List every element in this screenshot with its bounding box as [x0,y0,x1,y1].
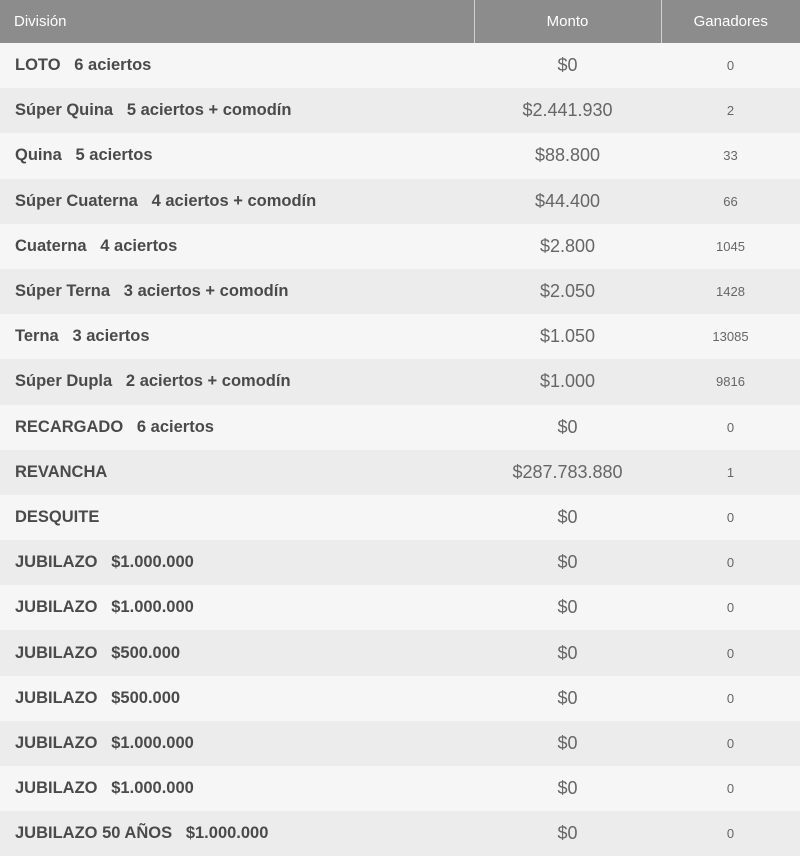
ganadores-cell: 1 [726,464,735,480]
ganadores-cell: 0 [726,645,735,661]
monto-cell: $0 [557,823,578,844]
ganadores-cell: 0 [726,781,735,797]
division-cell: Súper Quina 5 aciertos + comodín [15,101,292,120]
ganadores-cell: 9816 [716,374,745,390]
division-cell: Quina 5 aciertos [15,146,153,165]
monto-cell: $88.800 [534,145,601,166]
monto-cell: $2.800 [539,235,596,256]
ganadores-cell: 13085 [712,329,749,345]
table-row [0,676,800,721]
ganadores-cell: 1428 [716,284,745,300]
table-header [0,0,800,43]
monto-cell: $0 [557,552,578,573]
table-row [0,540,800,585]
monto-cell: $0 [557,687,578,708]
ganadores-cell: 0 [726,58,735,74]
division-cell: JUBILAZO $500.000 [15,688,181,707]
division-cell: Súper Cuaterna 4 aciertos + comodín [15,191,317,210]
table-row [0,269,800,314]
monto-cell: $44.400 [534,190,601,211]
ganadores-cell: 0 [726,826,735,842]
monto-cell: $1.050 [539,326,596,347]
division-cell: Cuaterna 4 aciertos [15,236,178,255]
division-cell: Terna 3 aciertos [15,327,150,346]
division-cell: DESQUITE [15,507,100,526]
monto-cell: $1.000 [539,371,596,392]
ganadores-cell: 0 [726,419,735,435]
ganadores-cell: 0 [726,509,735,525]
ganadores-cell: 66 [723,193,738,209]
header-division: División [0,0,474,43]
table-row [0,450,800,495]
ganadores-cell: 33 [723,148,738,164]
table-row [0,179,800,224]
monto-cell: $0 [557,416,578,437]
monto-cell: $0 [557,597,578,618]
division-cell: JUBILAZO $1.000.000 [15,598,194,617]
table-row [0,811,800,856]
division-cell: JUBILAZO $1.000.000 [15,779,194,798]
table-row [0,133,800,178]
header-ganadores: Ganadores [661,0,800,43]
table-row [0,495,800,540]
monto-cell: $2.441.930 [522,100,613,121]
ganadores-cell: 2 [726,103,735,119]
monto-cell: $287.783.880 [512,461,623,482]
ganadores-cell: 0 [726,555,735,571]
header-monto: Monto [474,0,661,43]
table-row [0,224,800,269]
division-cell: RECARGADO 6 aciertos [15,417,214,436]
table-row [0,359,800,404]
table-row [0,314,800,359]
table-row [0,766,800,811]
division-cell: JUBILAZO $1.000.000 [15,553,194,572]
division-cell: JUBILAZO $1.000.000 [15,733,194,752]
ganadores-cell: 0 [726,735,735,751]
table-row [0,585,800,630]
table-row [0,630,800,675]
monto-cell: $0 [557,55,578,76]
header-row [0,0,800,43]
ganadores-cell: 0 [726,690,735,706]
ganadores-cell: 1045 [716,238,745,254]
division-cell: LOTO 6 aciertos [15,56,152,75]
monto-cell: $2.050 [539,281,596,302]
division-cell: Súper Dupla 2 aciertos + comodín [15,372,291,391]
division-cell: JUBILAZO 50 AÑOS $1.000.000 [15,824,269,843]
monto-cell: $0 [557,642,578,663]
monto-cell: $0 [557,732,578,753]
division-cell: Súper Terna 3 aciertos + comodín [15,282,289,301]
table-row [0,43,800,88]
division-cell: REVANCHA [15,462,108,481]
table-body [0,43,800,856]
table-row [0,405,800,450]
division-cell: JUBILAZO $500.000 [15,643,181,662]
monto-cell: $0 [557,506,578,527]
ganadores-cell: 0 [726,600,735,616]
monto-cell: $0 [557,778,578,799]
table-row [0,88,800,133]
table-row [0,721,800,766]
